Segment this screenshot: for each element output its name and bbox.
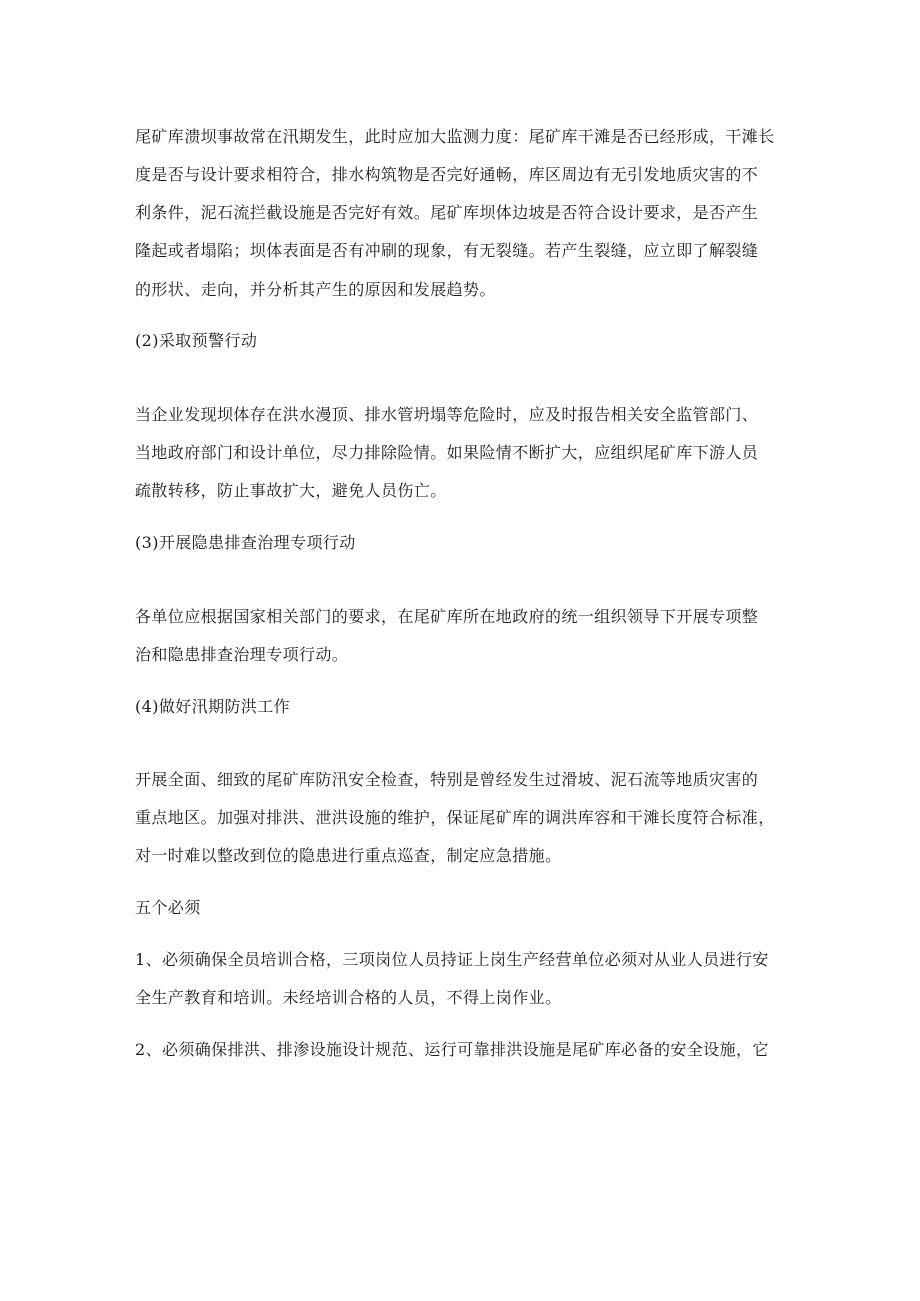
body-text-line: 的形状、走向，并分析其产生的原因和发展趋势。 — [135, 280, 496, 299]
list-item-line: 全生产教育和培训。未经培训合格的人员，不得上岗作业。 — [135, 988, 562, 1007]
body-text-line: 当地政府部门和设计单位，尽力排除险情。如果险情不断扩大，应组织尾矿库下游人员 — [135, 443, 759, 462]
list-item-line: 2、必须确保排洪、排渗设施设计规范、运行可靠排洪设施是尾矿库必备的安全设施，它 — [135, 1040, 769, 1059]
body-text-line: 隆起或者塌陷；坝体表面是否有冲刷的现象，有无裂缝。若产生裂缝，应立即了解裂缝 — [135, 241, 759, 260]
body-text-line: 尾矿库溃坝事故常在汛期发生，此时应加大监测力度：尾矿库干滩是否已经形成，干滩长 — [135, 127, 775, 146]
body-text-line: 开展全面、细致的尾矿库防汛安全检查，特别是曾经发生过滑坡、泥石流等地质灾害的 — [135, 770, 759, 789]
body-text-line: 度是否与设计要求相符合，排水构筑物是否完好通畅，库区周边有无引发地质灾害的不 — [135, 165, 759, 184]
body-text-line: 治和隐患排查治理专项行动。 — [135, 645, 349, 664]
body-text-line: 当企业发现坝体存在洪水漫顶、排水管坍塌等危险时，应及时报告相关安全监管部门、 — [135, 405, 759, 424]
section-heading: (4)做好汛期防洪工作 — [135, 697, 291, 716]
section-heading: (2)采取预警行动 — [135, 331, 258, 350]
body-text-line: 对一时难以整改到位的隐患进行重点巡查，制定应急措施。 — [135, 846, 562, 865]
body-text-line: 疏散转移，防止事故扩大，避免人员伤亡。 — [135, 481, 447, 500]
body-text-line: 各单位应根据国家相关部门的要求，在尾矿库所在地政府的统一组织领导下开展专项整 — [135, 607, 759, 626]
list-item-line: 1、必须确保全员培训合格，三项岗位人员持证上岗生产经营单位必须对从业人员进行安 — [135, 950, 769, 969]
body-text-line: 重点地区。加强对排洪、泄洪设施的维护，保证尾矿库的调洪库容和干滩长度符合标准， — [135, 808, 775, 827]
section-heading: (3)开展隐患排查治理专项行动 — [135, 533, 356, 552]
body-text-line: 利条件，泥石流拦截设施是否完好有效。尾矿库坝体边坡是否符合设计要求，是否产生 — [135, 203, 759, 222]
section-heading: 五个必须 — [135, 898, 201, 917]
